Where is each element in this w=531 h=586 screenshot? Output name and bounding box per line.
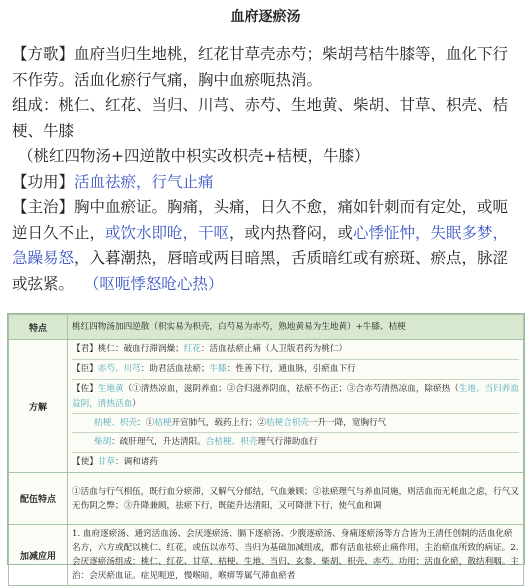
shi-prefix: 【使】 (72, 457, 98, 468)
table-row (9, 525, 524, 586)
zuo1-herb: 生地黄 (97, 384, 124, 395)
zhuzhi-paragraph (12, 195, 521, 297)
chen-text-b: ：助君活血祛瘀； (140, 364, 210, 375)
jiajian-text: 1. 血府逐瘀汤、通窍活血汤、会厌逐瘀汤、膈下逐瘀汤、少腹逐瘀汤、身痛逐瘀汤等方合皆为王清任创制的活血化瘀名方，六方或配以桃仁、红花，或伍以赤芍、当归为基础加减组成，都有活血祛瘀止痛作用，主治瘀血所致的病证。2. 会厌逐瘀汤组成：桃仁、红花、甘草、桔梗、生地、当归、玄参、柴胡、枳壳、赤芍。功用：活血化瘀，散结利咽。主治：会厌瘀血证。症见呃逆，慢喉暗，喉痹等属气滞血瘀者 (68, 525, 524, 586)
formula-description (0, 42, 531, 297)
zuo-line-3 (72, 433, 519, 449)
feature-label: 特点 (9, 315, 68, 340)
summary-table (7, 313, 525, 582)
fangge-label: 【方歌】 (12, 45, 75, 63)
table-row (9, 340, 524, 473)
zuo2-text-b: ：① (136, 417, 155, 428)
jun-line (72, 340, 519, 360)
zhuzhi-mnemonic: （呕呃悸怒呛心热） (83, 274, 224, 293)
zhuzhi-text-1: 胸中血瘀证。胸痛，头痛，日久不愈，痛如针刺而有定处，或呃逆日久不止， (12, 198, 509, 242)
zuo-block (72, 380, 519, 453)
zuo2-herbs: 桔梗、枳壳 (94, 417, 137, 428)
shi-line (72, 453, 519, 472)
shi-herb: 甘草 (97, 457, 115, 468)
feature-text: 桃红四物汤加四逆散（枳实易为枳壳，白芍易为赤芍，熟地黄易为生地黄）+牛膝、桔梗 (68, 315, 524, 340)
zhuzhi-text-3: ，入暮潮热，唇暗或两目暗黑，舌质暗红或有瘀斑、瘀点，脉涩或弦紧。 (12, 249, 509, 293)
jun-text-c: ：活血祛瘀止痛（人卫版君药为桃仁） (200, 344, 348, 354)
jun-herb: 红花 (183, 344, 201, 354)
zuo2-herb: 桔梗 (154, 417, 172, 428)
fangjie-cell (68, 340, 524, 473)
zuo2-text-f: 一升一降，宽胸行气 (308, 417, 387, 428)
zucheng-paragraph (12, 93, 521, 144)
zuo3-text-d: 理气行滞助血行 (257, 437, 318, 448)
peiwu-label: 配伍特点 (9, 473, 68, 525)
zhuzhi-highlight-2: 心悸怔忡，失眠多梦，急躁易怒 (12, 223, 509, 267)
zuo1-text-d: ） (132, 398, 141, 409)
zuo3-herb: 柴胡 (94, 437, 112, 448)
fangge-paragraph (12, 42, 521, 93)
shi-text: ：调和诸药 (115, 457, 158, 468)
chen-line (72, 360, 519, 380)
zuo2-herb-pair: 桔梗合枳壳 (265, 417, 309, 428)
jun-text-a: 桃仁：破血行滞润燥； (97, 344, 184, 354)
chen-prefix: 【臣】 (72, 364, 98, 375)
zhuzhi-highlight-1: 或饮水即呛，干呕 (105, 223, 230, 242)
zuo1-highlight: 生地、当归养血益阴，清热活血 (72, 384, 519, 409)
zhuzhi-text-2: ，或内热瞀闷，或 (229, 223, 354, 242)
peiwu-text: ①活血与行气相伍，既行血分瘀滞，又解气分郁结，气血兼顾；②祛瘀理气与养血同施，则活血而无耗血之虑，行气又无伤阴之弊；③升降兼顾，祛瘀下行，既能升达清阳，又可降泄下行，使气血和调 (68, 473, 524, 525)
fangjie-label: 方解 (9, 340, 68, 473)
table-row (9, 315, 524, 340)
composition-note: （桃红四物汤+四逆散中枳实改枳壳+桔梗，牛膝） (18, 147, 370, 165)
zuo-line-2 (72, 414, 519, 433)
zuo-line-1 (72, 382, 519, 413)
zuo1-text-b: （①清热凉血，滋阴养血；②合归滋养阴血，祛瘀不伤正；③合赤芍清热凉血，除瘀热（ (123, 384, 459, 395)
chen-herb-2: 牛膝 (209, 364, 227, 375)
chen-text-d: ：性善下行，通血脉，引瘀血下行 (226, 364, 356, 375)
zucheng-label: 组成： (12, 96, 59, 114)
zucheng-text: 桃仁、红花、当归、川芎、赤芍、生地黄、柴胡、甘草、枳壳、桔梗、牛膝 (12, 96, 509, 140)
jun-prefix: 【君】 (72, 344, 98, 354)
fangge-text: 血府当归生地桃，红花甘草壳赤芍；柴胡芎桔牛膝等，血化下行不作劳。活血化瘀行气痛，胸中血瘀呃热消。 (12, 45, 509, 89)
zuo3-text-b: ：疏肝理气，升达清阳。 (111, 437, 206, 448)
jiajian-label: 加减应用 (9, 525, 68, 586)
zuo2-text-d: 开宣肺气，载药上行；② (171, 417, 266, 428)
page-title: 血府逐瘀汤 (230, 9, 301, 25)
gongyong-label: 【功用】 (12, 172, 75, 191)
zuo3-highlight: 合桔梗、枳壳 (205, 437, 258, 448)
table-row (9, 473, 524, 525)
zuo-prefix: 【佐】 (72, 384, 98, 395)
chen-herbs: 赤芍、川芎 (97, 364, 141, 375)
gongyong-paragraph (12, 170, 521, 196)
gongyong-text: 活血祛瘀，行气止痛 (74, 172, 214, 191)
zhuzhi-label: 【主治】 (12, 198, 75, 216)
